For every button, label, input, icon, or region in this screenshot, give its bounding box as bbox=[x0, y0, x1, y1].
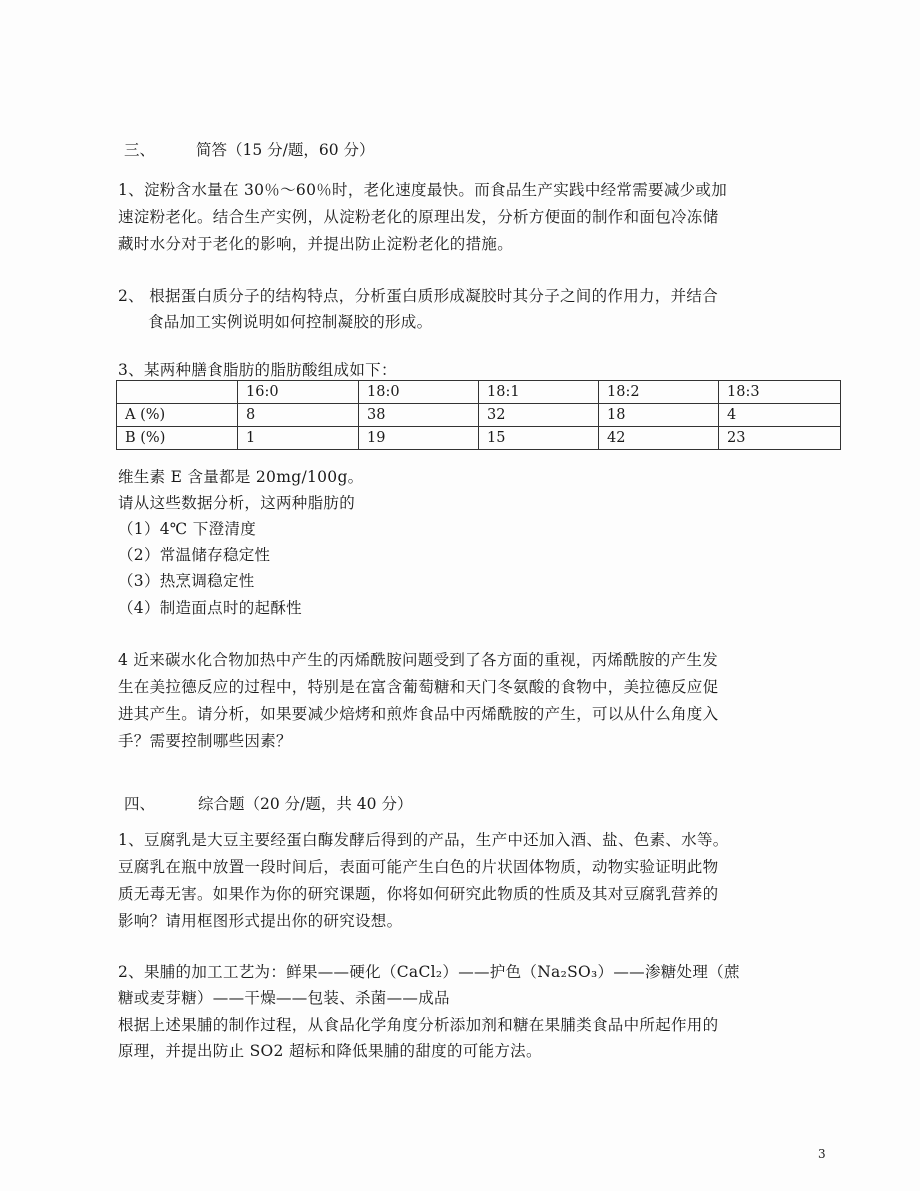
q3-ask: 请从这些数据分析，这两种脂肪的 bbox=[118, 494, 356, 512]
table-cell: 1 bbox=[238, 427, 359, 450]
c2-line-1: 2、果脯的加工工艺为：鲜果——硬化（CaCl₂）——护色（Na₂SO₃）——渗糖处理（蔗 bbox=[118, 963, 740, 981]
table-cell: 32 bbox=[479, 404, 599, 427]
page-number: 3 bbox=[818, 1147, 826, 1161]
q3-item-3: （3）热烹调稳定性 bbox=[118, 572, 255, 590]
q3-vitamin-note: 维生素 E 含量都是 20mg/100g。 bbox=[118, 468, 364, 486]
table-cell: 15 bbox=[479, 427, 599, 450]
q3-item-4: （4）制造面点时的起酥性 bbox=[118, 599, 302, 617]
table-row bbox=[117, 404, 841, 427]
c1-line-1: 1、豆腐乳是大豆主要经蛋白酶发酵后得到的产品，生产中还加入酒、盐、色素、水等。 bbox=[118, 831, 729, 849]
q3-item-1: （1）4℃ 下澄清度 bbox=[118, 520, 256, 538]
table-cell: 38 bbox=[359, 404, 479, 427]
table-header-cell bbox=[117, 381, 238, 404]
table-cell: B (%) bbox=[117, 427, 238, 450]
q4-line-2: 生在美拉德反应的过程中，特别是在富含葡萄糖和天门冬氨酸的食物中，美拉德反应促 bbox=[118, 678, 719, 696]
q3-intro: 3、某两种膳食脂肪的脂肪酸组成如下： bbox=[118, 361, 397, 379]
c2-line-2: 糖或麦芽糖）——干燥——包装、杀菌——成品 bbox=[118, 989, 450, 1007]
c2-line-4: 原理，并提出防止 SO2 超标和降低果脯的甜度的可能方法。 bbox=[118, 1042, 542, 1060]
section-4-title: 综合题（20 分/题，共 40 分） bbox=[198, 795, 413, 813]
q4-line-4: 手？需要控制哪些因素？ bbox=[118, 732, 292, 750]
table-header-cell: 18:1 bbox=[479, 381, 599, 404]
table-cell: 42 bbox=[599, 427, 719, 450]
table-cell: 19 bbox=[359, 427, 479, 450]
table-header-cell: 18:2 bbox=[599, 381, 719, 404]
c1-line-3: 质无毒无害。如果作为你的研究课题，你将如何研究此物质的性质及其对豆腐乳营养的 bbox=[118, 885, 719, 903]
q2-line-2: 食品加工实例说明如何控制凝胶的形成。 bbox=[148, 313, 433, 331]
c1-line-4: 影响？请用框图形式提出你的研究设想。 bbox=[118, 912, 403, 930]
section-3-number: 三、 bbox=[124, 141, 156, 159]
table-header-cell: 18:0 bbox=[359, 381, 479, 404]
q1-line-1: 1、淀粉含水量在 30％～60％时，老化速度最快。而食品生产实践中经常需要减少或加 bbox=[118, 181, 728, 199]
c2-line-3: 根据上述果脯的制作过程，从食品化学角度分析添加剂和糖在果脯类食品中所起作用的 bbox=[118, 1016, 719, 1034]
table-header-row bbox=[117, 381, 841, 404]
table-cell: 23 bbox=[719, 427, 841, 450]
q3-item-2: （2）常温储存稳定性 bbox=[118, 546, 271, 564]
table-cell: 4 bbox=[719, 404, 841, 427]
q4-line-3: 进其产生。请分析，如果要减少焙烤和煎炸食品中丙烯酰胺的产生，可以从什么角度入 bbox=[118, 705, 719, 723]
section-4-number: 四、 bbox=[124, 795, 156, 813]
fatty-acid-table bbox=[116, 380, 841, 450]
table-cell: 8 bbox=[238, 404, 359, 427]
q4-line-1: 4 近来碳水化合物加热中产生的丙烯酰胺问题受到了各方面的重视，丙烯酰胺的产生发 bbox=[118, 651, 718, 669]
q1-line-2: 速淀粉老化。结合生产实例，从淀粉老化的原理出发，分析方便面的制作和面包冷冻储 bbox=[118, 208, 719, 226]
table-cell: A (%) bbox=[117, 404, 238, 427]
table-cell: 18 bbox=[599, 404, 719, 427]
table-row bbox=[117, 427, 841, 450]
table-header-cell: 16:0 bbox=[238, 381, 359, 404]
q1-line-3: 藏时水分对于老化的影响，并提出防止淀粉老化的措施。 bbox=[118, 235, 514, 253]
section-3-title: 简答（15 分/题，60 分） bbox=[196, 141, 375, 159]
table-header-cell: 18:3 bbox=[719, 381, 841, 404]
c1-line-2: 豆腐乳在瓶中放置一段时间后，表面可能产生白色的片状固体物质，动物实验证明此物 bbox=[118, 858, 719, 876]
q2-line-1: 2、 根据蛋白质分子的结构特点，分析蛋白质形成凝胶时其分子之间的作用力，并结合 bbox=[118, 287, 718, 305]
